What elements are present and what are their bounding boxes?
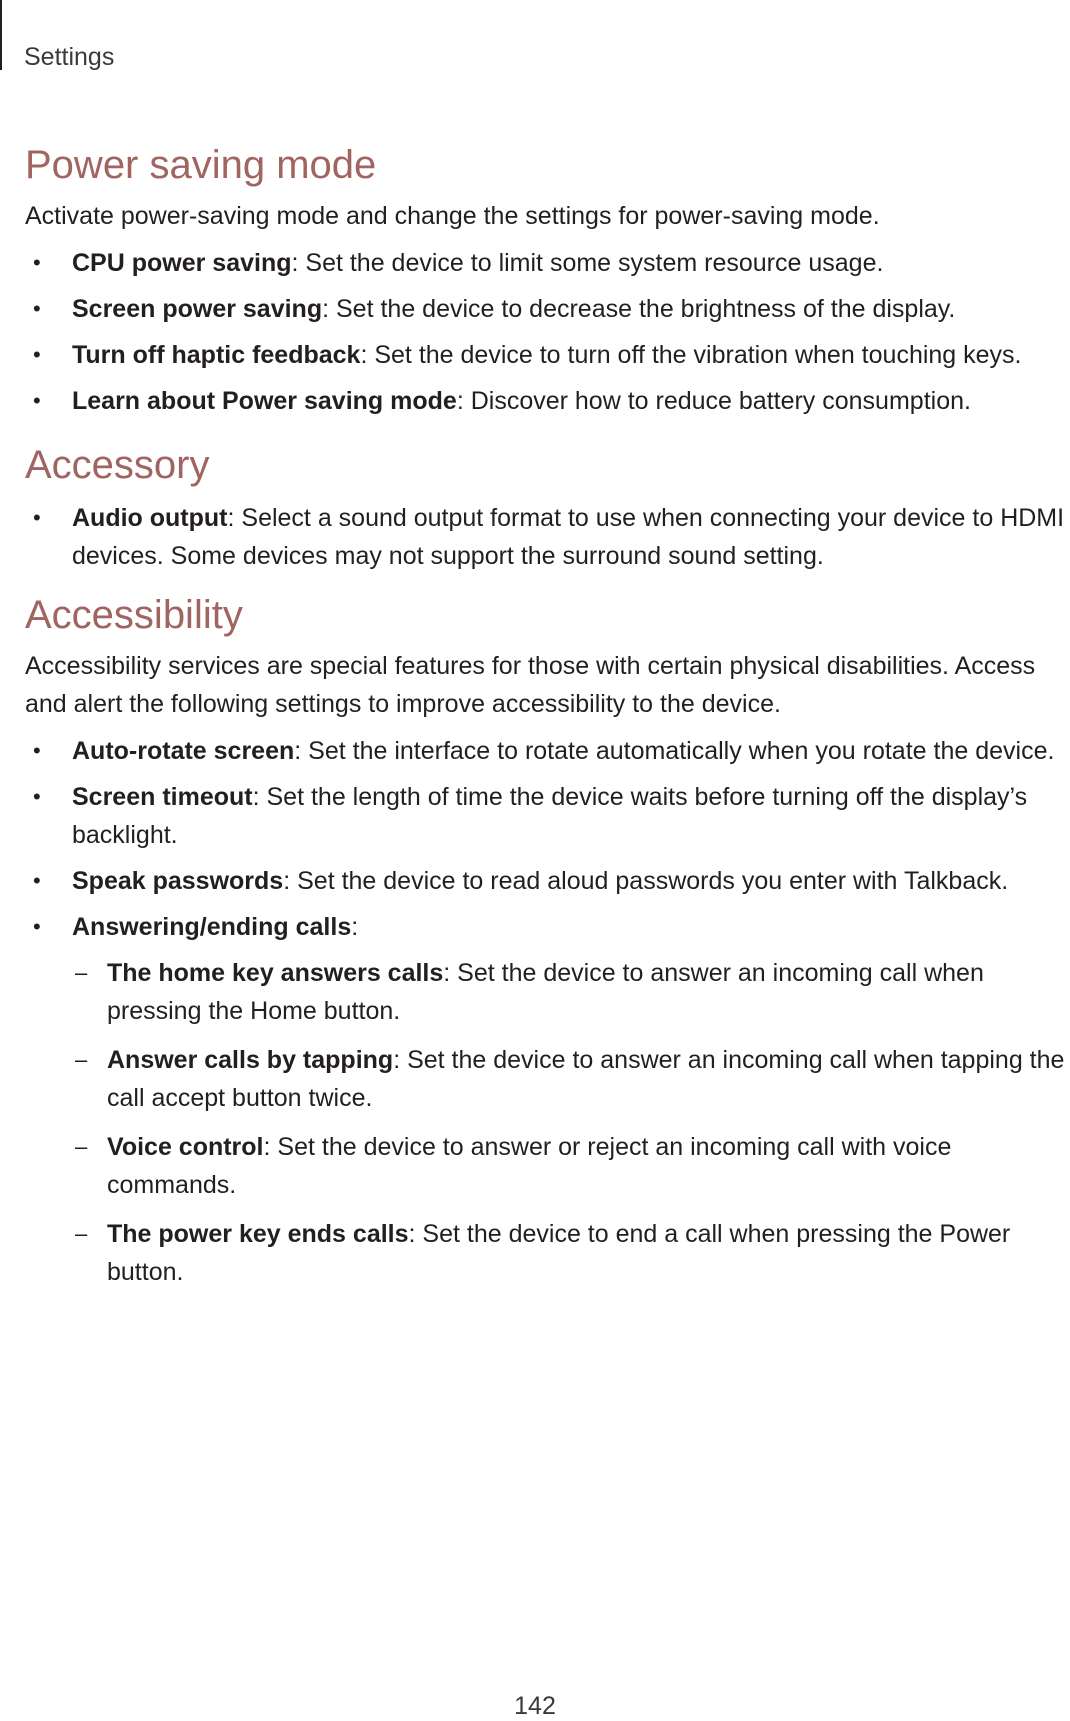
dash-marker: –: [75, 960, 88, 985]
item-description: : Set the device to answer an incoming call when tapping the call accept button twice.: [107, 1046, 1065, 1112]
list-item: [25, 499, 1070, 575]
bullet-list: [25, 499, 1070, 575]
section-intro: Activate power-saving mode and change the settings for power-saving mode.: [25, 202, 880, 230]
section-accessory: [25, 440, 1070, 575]
bullet-marker: •: [33, 914, 41, 939]
item-term: Answering/ending calls: [72, 913, 352, 941]
item-description: : Set the length of time the device waits before turning off the display’s backlight.: [72, 783, 1028, 849]
item-description: :: [351, 913, 359, 941]
item-term: Audio output: [72, 504, 228, 532]
item-description: : Set the device to decrease the brightness of the display.: [322, 295, 956, 323]
item-description: : Select a sound output format to use when connecting your device to HDMI devices. Some devices may not support the surround sound setting.: [72, 504, 1065, 570]
list-item: [25, 336, 1070, 374]
item-term: Answer calls by tapping: [107, 1046, 394, 1074]
bullet-marker: •: [33, 296, 41, 321]
sub-list-item: [72, 1041, 1070, 1117]
page-number: 142: [514, 1692, 556, 1720]
sub-list: [72, 954, 1070, 1291]
item-term: Turn off haptic feedback: [72, 341, 361, 369]
section-title: Accessibility: [25, 593, 243, 637]
header-rule: [0, 0, 2, 70]
item-description: : Set the device to limit some system resource usage.: [291, 249, 884, 277]
item-term: Screen timeout: [72, 783, 253, 811]
bullet-marker: •: [33, 505, 41, 530]
list-item: [25, 778, 1070, 854]
bullet-marker: •: [33, 784, 41, 809]
item-description: : Set the interface to rotate automatically when you rotate the device.: [294, 737, 1055, 765]
list-item: [25, 908, 1070, 1291]
item-term: CPU power saving: [72, 249, 292, 277]
bullet-marker: •: [33, 342, 41, 367]
dash-marker: –: [75, 1134, 88, 1159]
running-header: Settings: [24, 43, 115, 71]
item-term: Learn about Power saving mode: [72, 387, 457, 415]
section-accessibility: [25, 590, 1070, 1291]
bullet-marker: •: [33, 868, 41, 893]
page-content: [25, 140, 1070, 1302]
item-term: Voice control: [107, 1133, 264, 1161]
item-description: : Set the device to end a call when pressing the Power button.: [107, 1220, 1011, 1286]
item-term: Auto-rotate screen: [72, 737, 295, 765]
bullet-list: [25, 732, 1070, 1291]
item-description: : Set the device to read aloud passwords you enter with Talkback.: [283, 867, 1009, 895]
bullet-marker: •: [33, 250, 41, 275]
item-description: : Set the device to answer an incoming call when pressing the Home button.: [107, 959, 984, 1025]
sub-list-item: [72, 1128, 1070, 1204]
item-term: The home key answers calls: [107, 959, 444, 987]
section-title: Accessory: [25, 443, 210, 487]
list-item: [25, 382, 1070, 420]
list-item: [25, 732, 1070, 770]
item-description: : Set the device to answer or reject an incoming call with voice commands.: [107, 1133, 952, 1199]
dash-marker: –: [75, 1047, 88, 1072]
item-term: Speak passwords: [72, 867, 284, 895]
section-power-saving-mode: [25, 140, 1070, 420]
list-item: [25, 244, 1070, 282]
item-description: : Discover how to reduce battery consumption.: [456, 387, 971, 415]
item-description: : Set the device to turn off the vibration when touching keys.: [360, 341, 1022, 369]
bullet-marker: •: [33, 388, 41, 413]
list-item: [25, 862, 1070, 900]
sub-list-item: [72, 1215, 1070, 1291]
bullet-marker: •: [33, 738, 41, 763]
section-title: Power saving mode: [25, 143, 377, 187]
bullet-list: [25, 244, 1070, 420]
section-intro: Accessibility services are special features for those with certain physical disabilities. Access and alert the following settings to improve accessibility to the device.: [25, 652, 1036, 718]
item-term: The power key ends calls: [107, 1220, 409, 1248]
dash-marker: –: [75, 1221, 88, 1246]
list-item: [25, 290, 1070, 328]
item-term: Screen power saving: [72, 295, 323, 323]
sub-list-item: [72, 954, 1070, 1030]
